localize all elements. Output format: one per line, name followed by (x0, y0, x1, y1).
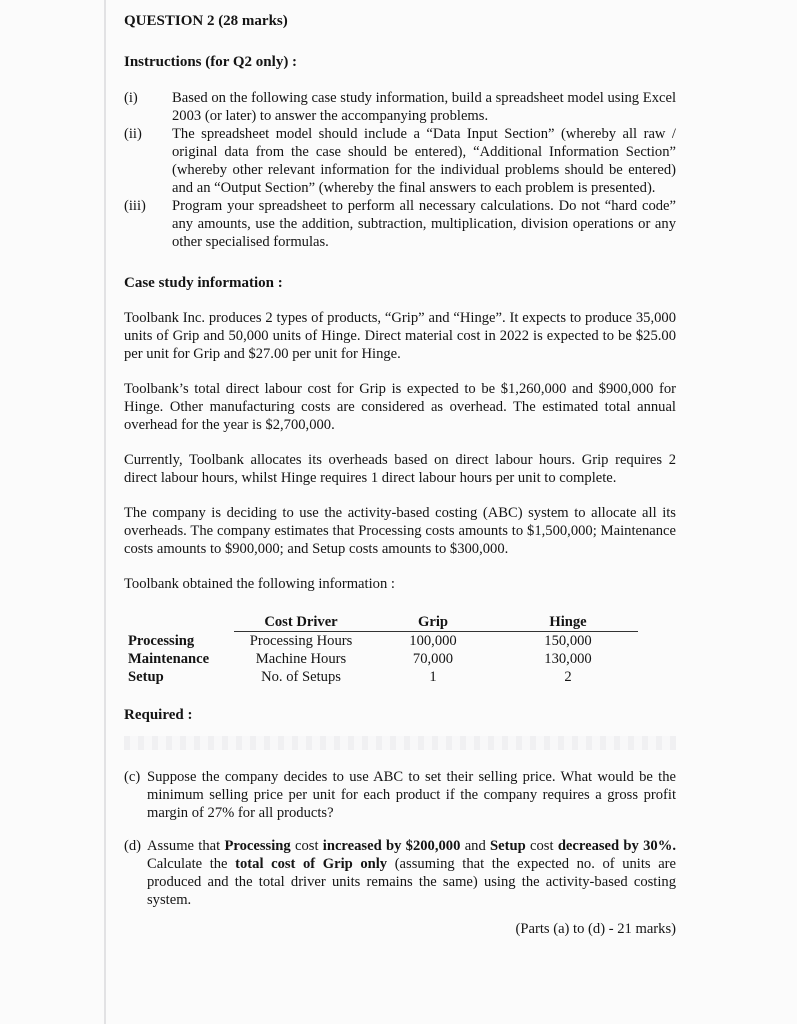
case-paragraph: Toolbank Inc. produces 2 types of products, “Grip” and “Hinge”. It expects to produce 35,000 units of Grip and 50,000 units of Hinge. Direct material cost in 2022 is expected to be $25.00 per unit for Grip and $27.00 per unit for Hinge. (124, 310, 676, 362)
faded-text-line (124, 736, 676, 750)
table-header-row (128, 613, 638, 632)
required-title: Required : (124, 707, 193, 723)
instruction-text: Based on the following case study information, build a spreadsheet model using Excel 2003 (or later) to answer the accompanying problems. (172, 90, 676, 124)
row-driver: No. of Setups (261, 669, 341, 685)
row-grip-value: 1 (429, 669, 437, 685)
part-d-text-run: and (460, 838, 491, 854)
row-grip-value: 100,000 (409, 633, 457, 649)
part-number: (c) (124, 769, 141, 785)
row-hinge-value: 150,000 (544, 633, 592, 649)
table-header-cost-driver: Cost Driver (234, 613, 368, 632)
part-d-emphasis: decreased by 30%. (557, 838, 676, 854)
part-d-emphasis: Processing (224, 838, 291, 854)
part-d-text-run: Calculate the (147, 856, 236, 872)
part-d-text-run: cost (525, 838, 558, 854)
instructions-title: Instructions (for Q2 only) : (124, 54, 298, 70)
instruction-number: (i) (124, 90, 138, 106)
instruction-text: Program your spreadsheet to perform all necessary calculations. Do not “hard code” any amounts, use the addition, subtraction, multiplication, division operations or any other specialised formulas. (172, 198, 676, 250)
row-activity: Maintenance (128, 651, 210, 667)
table-row (128, 632, 638, 651)
part-d-emphasis: increased by $200,000 (322, 838, 461, 854)
row-activity: Setup (128, 669, 164, 685)
part-d-text-run: cost (290, 838, 323, 854)
page-edge-shadow (104, 0, 106, 1024)
question-title: QUESTION 2 (28 marks) (124, 13, 288, 29)
part-d-emphasis: total cost of Grip only (235, 856, 388, 872)
part-text: Suppose the company decides to use ABC to set their selling price. What would be the minimum selling price per unit for each product if the company requires a gross profit margin of 27% for all products? (147, 769, 676, 821)
row-grip-value: 70,000 (412, 651, 454, 667)
part-number: (d) (124, 838, 142, 854)
row-activity: Processing (128, 632, 195, 649)
case-study-title: Case study information : (124, 275, 283, 291)
part-d-text-run: Assume that (147, 838, 225, 854)
case-paragraph: The company is deciding to use the activity-based costing (ABC) system to allocate all its overheads. The company estimates that Processing costs amounts to $1,500,000; Maintenance costs amounts to $900,000; and Setup costs amounts to $300,000. (124, 505, 676, 557)
part-d-text (147, 838, 676, 908)
part-d (124, 837, 676, 909)
part-d-emphasis: Setup (490, 838, 526, 854)
table-header-grip: Grip (368, 613, 498, 632)
case-paragraph: Toolbank’s total direct labour cost for Grip is expected to be $1,260,000 and $900,000 for Hinge. Other manufacturing costs are considered as overhead. The estimated total annual overhead for the year is $2,700,000. (124, 381, 676, 433)
instruction-item (124, 89, 676, 125)
part-c (124, 768, 676, 822)
document-content (124, 12, 676, 938)
table-row (128, 650, 638, 668)
table-header-blank (128, 613, 234, 632)
instruction-number: (ii) (124, 126, 142, 142)
row-driver: Machine Hours (255, 651, 347, 667)
row-hinge-value: 130,000 (544, 651, 592, 667)
part-d-text-run: (assuming that the expected no. of units are produced and the total driver units remains the same) using the activity-based costing system. (147, 856, 677, 908)
table-row (128, 668, 638, 686)
row-hinge-value: 2 (564, 669, 572, 685)
table-intro: Toolbank obtained the following information : (124, 576, 395, 592)
instruction-item (124, 197, 676, 251)
table-header-hinge: Hinge (498, 613, 638, 632)
case-paragraph: Currently, Toolbank allocates its overheads based on direct labour hours. Grip requires 2 direct labour hours, whilst Hinge requires 1 direct labour hours per unit to complete. (124, 452, 676, 486)
row-driver: Processing Hours (249, 633, 353, 649)
marks-note: (Parts (a) to (d) - 21 marks) (515, 921, 676, 937)
instruction-text: The spreadsheet model should include a “Data Input Section” (whereby all raw / original data from the case should be entered), “Additional Information Section” (whereby other relevant information for the individual problems should be entered) and an “Output Section” (whereby the final answers to each problem is presented). (172, 126, 676, 196)
cost-driver-table (128, 613, 638, 686)
instruction-item (124, 125, 676, 197)
instruction-number: (iii) (124, 198, 146, 214)
